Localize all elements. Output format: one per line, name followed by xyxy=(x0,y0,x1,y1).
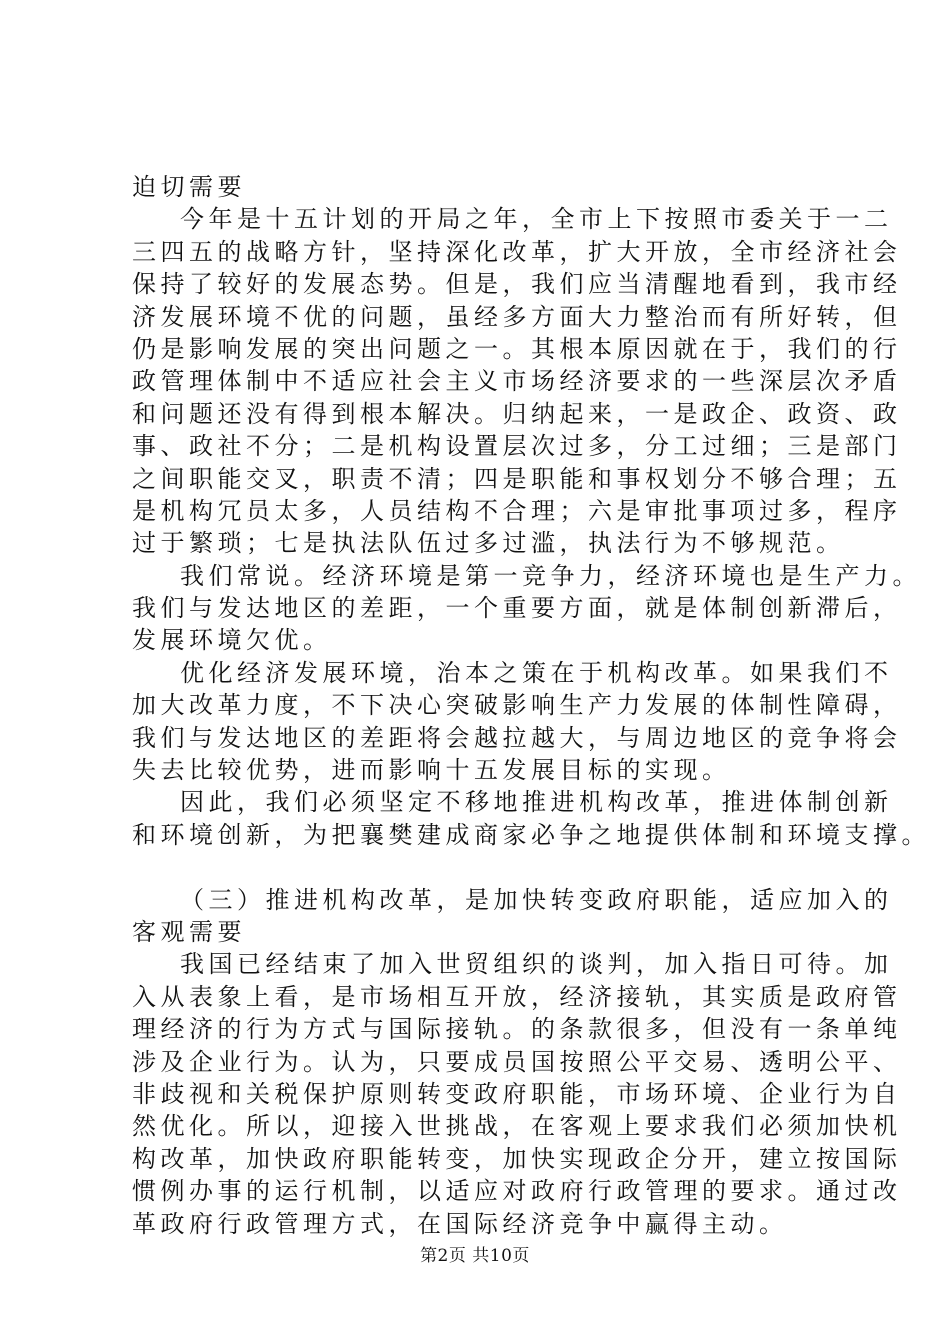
paragraph-development-environment xyxy=(132,203,902,559)
paragraph-line: 政管理体制中不适应社会主义市场经济要求的一些深层次矛盾 xyxy=(132,367,902,396)
paragraph-line: 构改革，加快政府职能转变，加快实现政企分开，建立按国际 xyxy=(132,1144,902,1173)
paragraph-line: 仍是影响发展的突出问题之一。其根本原因就在于，我们的行 xyxy=(132,334,902,363)
paragraph-line: 优化经济发展环境，治本之策在于机构改革。如果我们不 xyxy=(180,658,893,687)
paragraph-line: 惯例办事的运行机制，以适应对政府行政管理的要求。通过改 xyxy=(132,1177,902,1206)
section-heading-continuation: 迫切需要 xyxy=(132,173,246,201)
paragraph-line: 失去比较优势，进而影响十五发展目标的实现。 xyxy=(132,756,731,785)
paragraph-line: 我们与发达地区的差距，一个重要方面，就是体制创新滞后， xyxy=(132,594,902,623)
page-number-footer: 第2页 共10页 xyxy=(420,1246,530,1266)
paragraph-line: 然优化。所以，迎接入世挑战，在客观上要求我们必须加快机 xyxy=(132,1112,902,1141)
paragraph-line: 发展环境欠优。 xyxy=(132,626,332,655)
paragraph-line: 我们常说。经济环境是第一竞争力，经济环境也是生产力。 xyxy=(180,561,921,590)
paragraph-line: 革政府行政管理方式，在国际经济竞争中赢得主动。 xyxy=(132,1209,788,1238)
paragraph-line: 过于繁琐；七是执法队伍过多过滥，执法行为不够规范。 xyxy=(132,529,845,558)
paragraph-line: 保持了较好的发展态势。但是，我们应当清醒地看到，我市经 xyxy=(132,270,902,299)
paragraph-line: 入从表象上看，是市场相互开放，经济接轨，其实质是政府管 xyxy=(132,982,902,1011)
paragraph-line: 我国已经结束了加入世贸组织的谈判，加入指日可待。加 xyxy=(180,950,893,979)
paragraph-line: 之间职能交叉，职责不清；四是职能和事权划分不够合理；五 xyxy=(132,464,902,493)
section-heading-3 xyxy=(132,884,893,949)
paragraph-line: 事、政社不分；二是机构设置层次过多，分工过细；三是部门 xyxy=(132,432,902,461)
paragraph-line: 和环境创新，为把襄樊建成商家必争之地提供体制和环境支撑。 xyxy=(132,820,930,849)
paragraph-competitiveness xyxy=(132,560,921,657)
paragraph-line: 今年是十五计划的开局之年，全市上下按照市委关于一二 xyxy=(180,205,893,234)
heading-line: 客观需要 xyxy=(132,917,246,946)
paragraph-line: 是机构冗员太多，人员结构不合理；六是审批事项过多，程序 xyxy=(132,496,902,525)
paragraph-wto-accession xyxy=(132,948,902,1240)
paragraph-line: 济发展环境不优的问题，虽经多方面大力整治而有所好转，但 xyxy=(132,302,902,331)
paragraph-line: 涉及企业行为。认为，只要成员国按照公平交易、透明公平、 xyxy=(132,1047,902,1076)
paragraph-spacer xyxy=(132,851,844,883)
body-text xyxy=(132,171,930,1240)
paragraph-institutional-reform xyxy=(132,657,902,787)
paragraph-line: 三四五的战略方针，坚持深化改革，扩大开放，全市经济社会 xyxy=(132,237,902,266)
heading-line: （三）推进机构改革，是加快转变政府职能，适应加入的 xyxy=(180,885,893,914)
paragraph-line: 非歧视和关税保护原则转变政府职能，市场环境、企业行为自 xyxy=(132,1079,902,1108)
paragraph-line: 因此，我们必须坚定不移地推进机构改革，推进体制创新 xyxy=(180,788,893,817)
paragraph-line: 加大改革力度，不下决心突破影响生产力发展的体制性障碍， xyxy=(132,691,902,720)
paragraph-line: 和问题还没有得到根本解决。归纳起来，一是政企、政资、政 xyxy=(132,399,902,428)
paragraph-line: 我们与发达地区的差距将会越拉越大，与周边地区的竞争将会 xyxy=(132,723,902,752)
paragraph-conclusion xyxy=(132,786,930,851)
paragraph-line: 理经济的行为方式与国际接轨。的条款很多，但没有一条单纯 xyxy=(132,1015,902,1044)
